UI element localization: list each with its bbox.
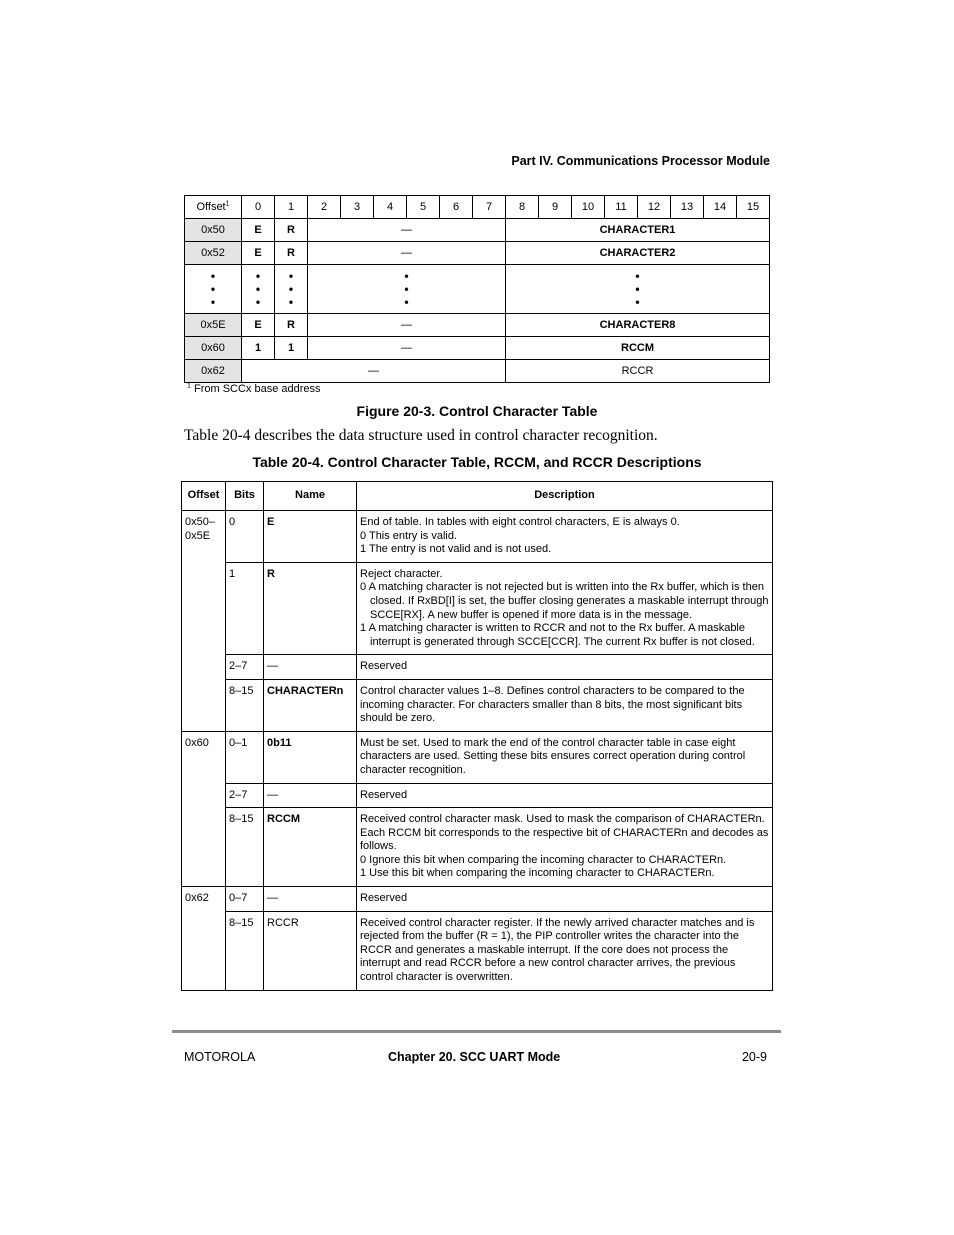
bit-r: R <box>275 314 308 337</box>
bit-number: 12 <box>638 196 671 219</box>
bit-number: 1 <box>275 196 308 219</box>
reserved-field: — <box>242 360 506 383</box>
description-table <box>181 481 773 991</box>
table-row <box>182 655 773 680</box>
description-cell: Reject character. 0 A matching character is not rejected but is written into the Rx buffer, which is then closed. If RxBD[I] is set, the buffer closing generates a maskable interrupt through SCCE[RX]. A new buffer is opened if more data is in the message. 1 A matching character is written to RCCR and not to the Rx buffer. A maskable interrupt is generated through SCCE[CCR]. The current Rx buffer is not closed. <box>357 562 773 655</box>
bit-number: 8 <box>506 196 539 219</box>
character-field: CHARACTER2 <box>506 242 770 265</box>
offset-cell: 0x60 <box>182 731 226 886</box>
bits-cell: 0 <box>226 511 264 563</box>
reserved-field: — <box>308 242 506 265</box>
description-cell: Control character values 1–8. Defines control characters to be compared to the incoming character. For characters smaller than 8 bits, the most significant bits should be zero. <box>357 679 773 731</box>
bit-number: 2 <box>308 196 341 219</box>
ellipsis-row <box>185 265 770 314</box>
description-cell: Reserved <box>357 655 773 680</box>
row-offset: 0x60 <box>185 337 242 360</box>
bit-number: 4 <box>374 196 407 219</box>
description-cell: Received control character register. If the newly arrived character matches and is rejected from the buffer (R = 1), the PIP controller writes the character into the RCCR and generates a maskable interrupt. If the core does not process the interrupt and read RCCR before a new control character arrives, the previous control character is overwritten. <box>357 911 773 990</box>
name-cell: RCCM <box>264 808 357 887</box>
bit-number: 9 <box>539 196 572 219</box>
table-header-row <box>182 482 773 511</box>
bits-cell: 2–7 <box>226 783 264 808</box>
description-cell: Reserved <box>357 887 773 912</box>
ellipsis-dots: • • • <box>185 265 242 314</box>
bits-cell: 8–15 <box>226 808 264 887</box>
row-offset: 0x52 <box>185 242 242 265</box>
bits-cell: 2–7 <box>226 655 264 680</box>
bit-r: R <box>275 242 308 265</box>
body-paragraph: Table 20-4 describes the data structure used in control character recognition. <box>184 427 658 444</box>
bits-cell: 0–7 <box>226 887 264 912</box>
bit-number: 0 <box>242 196 275 219</box>
offset-cell: 0x62 <box>182 887 226 991</box>
name-cell: RCCR <box>264 911 357 990</box>
description-cell: End of table. In tables with eight control characters, E is always 0. 0 This entry is valid. 1 The entry is not valid and is not used. <box>357 511 773 563</box>
bit-e: E <box>242 242 275 265</box>
row-offset: 0x62 <box>185 360 242 383</box>
bit-value: 1 <box>242 337 275 360</box>
control-character-register-figure <box>184 195 770 383</box>
register-row <box>185 314 770 337</box>
ellipsis-dots: • • • <box>506 265 770 314</box>
bits-cell: 1 <box>226 562 264 655</box>
name-cell: — <box>264 783 357 808</box>
bit-e: E <box>242 314 275 337</box>
bit-number: 5 <box>407 196 440 219</box>
table-row <box>182 511 773 563</box>
figure-header-row <box>185 196 770 219</box>
column-header-description: Description <box>357 482 773 511</box>
register-row <box>185 219 770 242</box>
name-cell: CHARACTERn <box>264 679 357 731</box>
bit-number: 6 <box>440 196 473 219</box>
name-cell: E <box>264 511 357 563</box>
running-header: Part IV. Communications Processor Module <box>511 154 770 168</box>
bit-number: 13 <box>671 196 704 219</box>
footer-divider <box>172 1030 781 1033</box>
name-cell: — <box>264 887 357 912</box>
rccr-field: RCCR <box>506 360 770 383</box>
name-cell: — <box>264 655 357 680</box>
description-cell: Reserved <box>357 783 773 808</box>
bits-cell: 0–1 <box>226 731 264 783</box>
bit-e: E <box>242 219 275 242</box>
figure-caption: Figure 20-3. Control Character Table <box>356 403 598 419</box>
ellipsis-dots: • • • <box>308 265 506 314</box>
table-row <box>182 731 773 783</box>
bit-number: 3 <box>341 196 374 219</box>
column-header-bits: Bits <box>226 482 264 511</box>
reserved-field: — <box>308 219 506 242</box>
footer-chapter: Chapter 20. SCC UART Mode <box>388 1050 561 1064</box>
ellipsis-dots: • • • <box>242 265 275 314</box>
bit-number: 7 <box>473 196 506 219</box>
bit-value: 1 <box>275 337 308 360</box>
character-field: CHARACTER1 <box>506 219 770 242</box>
name-cell: R <box>264 562 357 655</box>
offset-header: Offset$^1$ <box>185 196 242 219</box>
table-row <box>182 808 773 887</box>
table-row <box>182 783 773 808</box>
description-cell: Must be set. Used to mark the end of the control character table in case eight characters are used. Setting these bits ensures correct operation during control character recognition. <box>357 731 773 783</box>
rccm-field: RCCM <box>506 337 770 360</box>
footer-company: MOTOROLA <box>184 1050 256 1064</box>
character-field: CHARACTER8 <box>506 314 770 337</box>
ellipsis-dots: • • • <box>275 265 308 314</box>
table-row <box>182 562 773 655</box>
description-cell: Received control character mask. Used to mask the comparison of CHARACTERn. Each RCCM bit corresponds to the respective bit of CHARACTERn and decodes as follows. 0 Ignore this bit when comparing the incoming character to CHARACTERn. 1 Use this bit when comparing the incoming character to CHARACTERn. <box>357 808 773 887</box>
name-cell: 0b11 <box>264 731 357 783</box>
column-header-offset: Offset <box>182 482 226 511</box>
column-header-name: Name <box>264 482 357 511</box>
row-offset: 0x5E <box>185 314 242 337</box>
register-row <box>185 337 770 360</box>
offset-cell: 0x50– 0x5E <box>182 511 226 732</box>
bit-number: 11 <box>605 196 638 219</box>
table-row <box>182 679 773 731</box>
bit-r: R <box>275 219 308 242</box>
bits-cell: 8–15 <box>226 911 264 990</box>
table-row <box>182 887 773 912</box>
figure-footnote: $^1$ From SCCx base address <box>187 382 321 395</box>
bit-number: 10 <box>572 196 605 219</box>
reserved-field: — <box>308 314 506 337</box>
table-caption: Table 20-4. Control Character Table, RCCM, and RCCR Descriptions <box>252 454 702 470</box>
register-row <box>185 360 770 383</box>
reserved-field: — <box>308 337 506 360</box>
bit-number: 14 <box>704 196 737 219</box>
bits-cell: 8–15 <box>226 679 264 731</box>
footer-page-number: 20-9 <box>741 1050 767 1064</box>
table-row <box>182 911 773 990</box>
register-row <box>185 242 770 265</box>
row-offset: 0x50 <box>185 219 242 242</box>
bit-number: 15 <box>737 196 770 219</box>
